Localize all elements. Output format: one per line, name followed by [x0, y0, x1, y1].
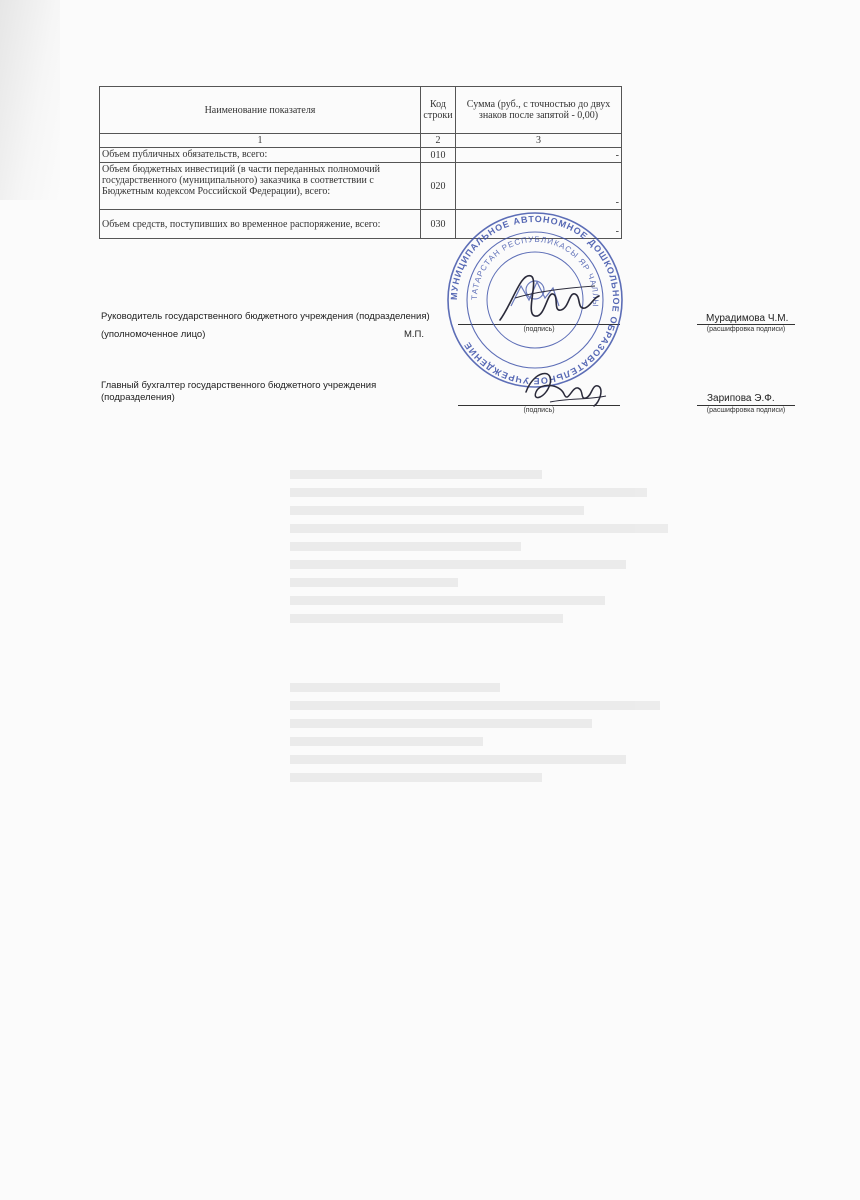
head-subtitle: (уполномоченное лицо)	[101, 329, 206, 340]
column-number: 1	[100, 134, 421, 148]
accountant-handwritten-signature	[520, 362, 610, 414]
row-code: 030	[421, 210, 456, 239]
head-handwritten-signature	[495, 262, 605, 332]
row-value: -	[456, 210, 622, 239]
accountant-decoding-caption: (расшифровка подписи)	[706, 407, 786, 414]
head-name: Мурадимова Ч.М.	[706, 313, 789, 324]
table-row	[100, 163, 622, 210]
accountant-title-line2: (подразделения)	[101, 392, 175, 403]
header-row-code: Код строки	[421, 87, 456, 134]
column-number: 3	[456, 134, 622, 148]
row-value: -	[456, 148, 622, 163]
column-number-row	[100, 134, 622, 148]
head-decoding-line	[697, 324, 795, 325]
accountant-title-line1: Главный бухгалтер государственного бюджетного учреждения	[101, 380, 377, 391]
table-row	[100, 148, 622, 163]
row-value: -	[456, 163, 622, 210]
row-name: Объем публичных обязательств, всего:	[100, 148, 421, 163]
head-signature-caption: (подпись)	[523, 326, 555, 333]
head-title: Руководитель государственного бюджетного учреждения (подразделения)	[101, 311, 430, 322]
row-name: Объем бюджетных инвестиций (в части переданных полномочий государственного (муниципального) заказчика в соответствии с Бюджетным кодексом Российской Федерации), всего:	[100, 163, 421, 210]
seal-inner-text: ТАТАРСТАН РЕСПУБЛИКАСЫ ЯР ЧАЛЛЫ	[469, 234, 601, 308]
head-decoding-caption: (расшифровка подписи)	[706, 326, 786, 333]
column-number: 2	[421, 134, 456, 148]
stamp-place-label: М.П.	[404, 329, 425, 340]
seal-outer-text: МУНИЦИПАЛЬНОЕ АВТОНОМНОЕ ДОШКОЛЬНОЕ ОБРАЗОВАТЕЛЬНОЕ УЧРЕЖДЕНИЕ	[448, 213, 622, 387]
header-indicator-name: Наименование показателя	[100, 87, 421, 134]
accountant-signature-caption: (подпись)	[523, 407, 555, 414]
bleed-through-text	[290, 470, 710, 910]
scan-page-edge	[0, 0, 60, 200]
row-code: 010	[421, 148, 456, 163]
accountant-name: Зарипова Э.Ф.	[707, 393, 775, 404]
row-name: Объем средств, поступивших во временное распоряжение, всего:	[100, 210, 421, 239]
row-code: 020	[421, 163, 456, 210]
header-sum: Сумма (руб., с точностью до двух знаков после запятой - 0,00)	[456, 87, 622, 134]
accountant-decoding-line	[697, 405, 795, 406]
table-header-row	[100, 87, 622, 134]
